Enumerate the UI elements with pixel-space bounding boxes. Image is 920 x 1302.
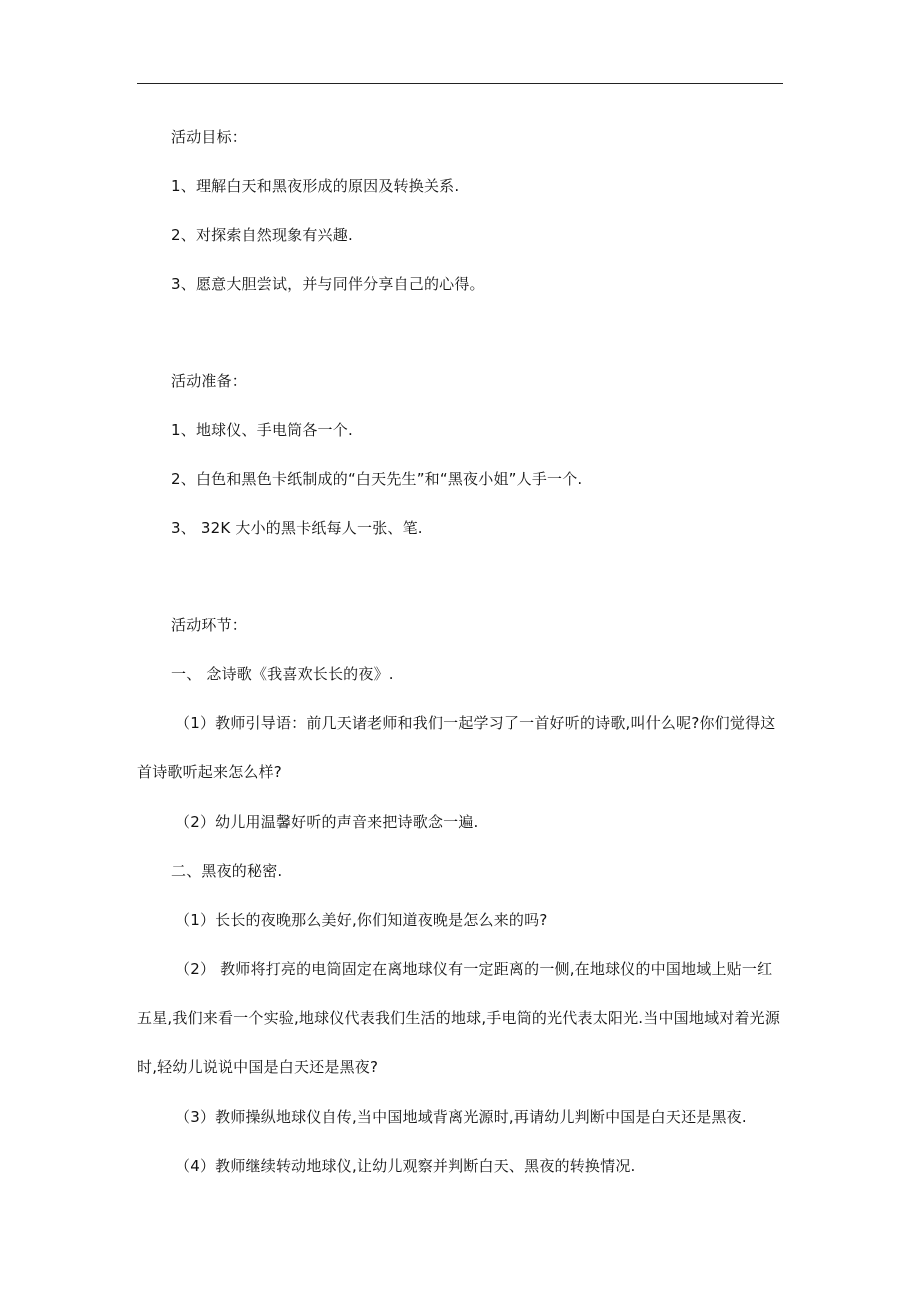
part1-item-1-wrap [137, 699, 783, 797]
section-gap [137, 320, 783, 368]
prep-item-2: 2、白色和黑色卡纸制成的“白天先生”和“黑夜小姐”人手一个. [171, 470, 583, 488]
goals-heading: 活动目标： [171, 128, 248, 146]
goal-item-3: 3、愿意大胆尝试，并与同伴分享自己的心得。 [171, 275, 485, 293]
part2-title: 二、黑夜的秘密. [171, 862, 283, 880]
part2-item-3: （3）教师操纵地球仪自传,当中国地域背离光源时,再请幼儿判断中国是白天还是黑夜. [175, 1108, 747, 1126]
part1-item-2: （2）幼儿用温馨好听的声音来把诗歌念一遍. [175, 813, 479, 831]
section-gap [137, 564, 783, 612]
part2-item-1: （1）长长的夜晚那么美好,你们知道夜晚是怎么来的吗? [175, 911, 548, 929]
part2-item-4: （4）教师继续转动地球仪,让幼儿观察并判断白天、黑夜的转换情况. [175, 1157, 636, 1175]
part2-item-2-wrap [137, 945, 783, 1092]
part1-title: 一、 念诗歌《我喜欢长长的夜》. [171, 665, 394, 683]
steps-heading: 活动环节： [171, 616, 248, 634]
document-body [137, 124, 783, 1202]
goal-item-1: 1、理解白天和黑夜形成的原因及转换关系. [171, 177, 460, 195]
goal-item-2: 2、对探索自然现象有兴趣. [171, 226, 353, 244]
prep-item-1: 1、地球仪、手电筒各一个. [171, 421, 353, 439]
prep-item-3: 3、 32K 大小的黑卡纸每人一张、笔. [171, 519, 423, 537]
part2-item-2: （2） 教师将打亮的电筒固定在离地球仪有一定距离的一侧,在地球仪的中国地域上贴一红五星,我们来看一个实验,地球仪代表我们生活的地球,手电筒的光代表太阳光.当中国地域对着光源时,轻幼儿说说中国是白天还是黑夜? [137, 960, 781, 1076]
prep-heading: 活动准备： [171, 372, 248, 390]
part1-item-1: （1）教师引导语：前几天诸老师和我们一起学习了一首好听的诗歌,叫什么呢?你们觉得这首诗歌听起来怎么样? [137, 714, 776, 781]
header-rule [137, 83, 783, 84]
